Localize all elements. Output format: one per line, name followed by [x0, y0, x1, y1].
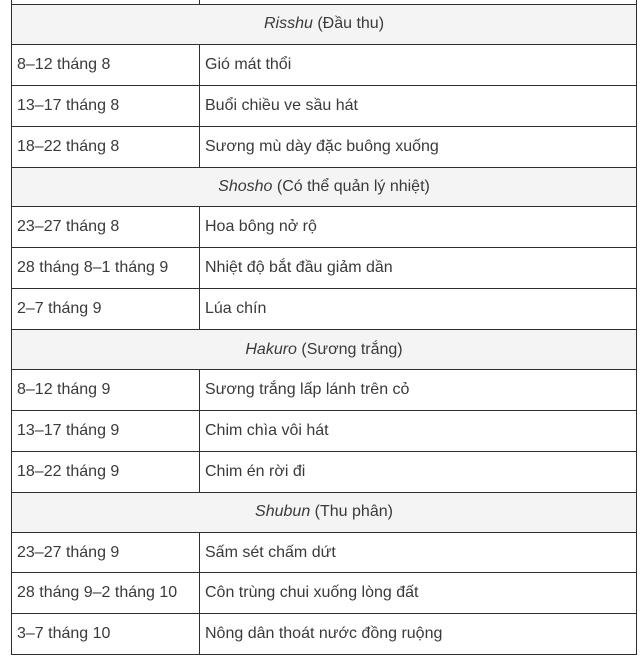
- section-header-row: [12, 167, 637, 207]
- description-cell: Nông dân thoát nước đồng ruộng: [200, 614, 637, 655]
- section-name: Risshu: [263, 15, 313, 33]
- date-cell: 8–12 tháng 8: [12, 44, 200, 85]
- date-cell: 18–22 tháng 9: [12, 451, 200, 492]
- table-row: [12, 614, 637, 655]
- section-header-cell: [12, 167, 637, 207]
- date-cell: 2–7 tháng 9: [12, 289, 200, 330]
- section-name: Shosho: [218, 178, 273, 195]
- section-subtitle: (Có thể quản lý nhiệt): [276, 178, 430, 195]
- table-row: [12, 85, 637, 126]
- table-row: [12, 573, 637, 614]
- date-cell: 18–22 tháng 8: [12, 126, 200, 167]
- table-row: [12, 289, 637, 330]
- seasons-table: [11, 0, 637, 655]
- table-row: [12, 44, 637, 85]
- date-cell: 23–27 tháng 8: [12, 207, 200, 248]
- date-cell: 28 tháng 9–2 tháng 10: [12, 573, 200, 614]
- description-cell: Chim chìa vôi hát: [200, 410, 637, 451]
- section-subtitle: (Thu phân): [314, 503, 393, 521]
- table-row: [12, 410, 637, 451]
- table-row: [12, 207, 637, 248]
- date-cell: 28 tháng 8–1 tháng 9: [12, 248, 200, 289]
- section-header-cell: [12, 330, 637, 370]
- description-cell: Sương trắng lấp lánh trên cỏ: [200, 370, 637, 411]
- table-row: [12, 451, 637, 492]
- section-name: Shubun: [255, 503, 311, 521]
- description-cell: Hoa bông nở rộ: [200, 207, 637, 248]
- description-cell: Sấm sét chấm dứt: [200, 532, 637, 573]
- table-row: [12, 370, 637, 411]
- date-cell: 13–17 tháng 8: [12, 85, 200, 126]
- date-cell: 8–12 tháng 9: [12, 370, 200, 411]
- section-header-row: [12, 5, 637, 45]
- date-cell: 23–27 tháng 9: [12, 532, 200, 573]
- section-header-cell: [12, 492, 637, 532]
- description-cell: Buổi chiều ve sầu hát: [200, 85, 637, 126]
- section-header-row: [12, 492, 637, 532]
- section-subtitle: (Sương trắng): [301, 340, 403, 358]
- section-header-cell: [12, 5, 637, 45]
- table-row: [12, 126, 637, 167]
- section-name: Hakuro: [245, 340, 297, 358]
- table-row: [12, 532, 637, 573]
- section-header-row: [12, 330, 637, 370]
- section-subtitle: (Đầu thu): [317, 15, 385, 33]
- description-cell: Côn trùng chui xuống lòng đất: [200, 573, 637, 614]
- description-cell: Lúa chín: [200, 289, 637, 330]
- description-cell: Gió mát thổi: [200, 44, 637, 85]
- date-cell: 13–17 tháng 9: [12, 410, 200, 451]
- table-row: [12, 248, 637, 289]
- description-cell: Chim én rời đi: [200, 451, 637, 492]
- description-cell: Nhiệt độ bắt đầu giảm dần: [200, 248, 637, 289]
- date-cell: 3–7 tháng 10: [12, 614, 200, 655]
- description-cell: Sương mù dày đặc buông xuống: [200, 126, 637, 167]
- seasons-table-body: [12, 0, 637, 655]
